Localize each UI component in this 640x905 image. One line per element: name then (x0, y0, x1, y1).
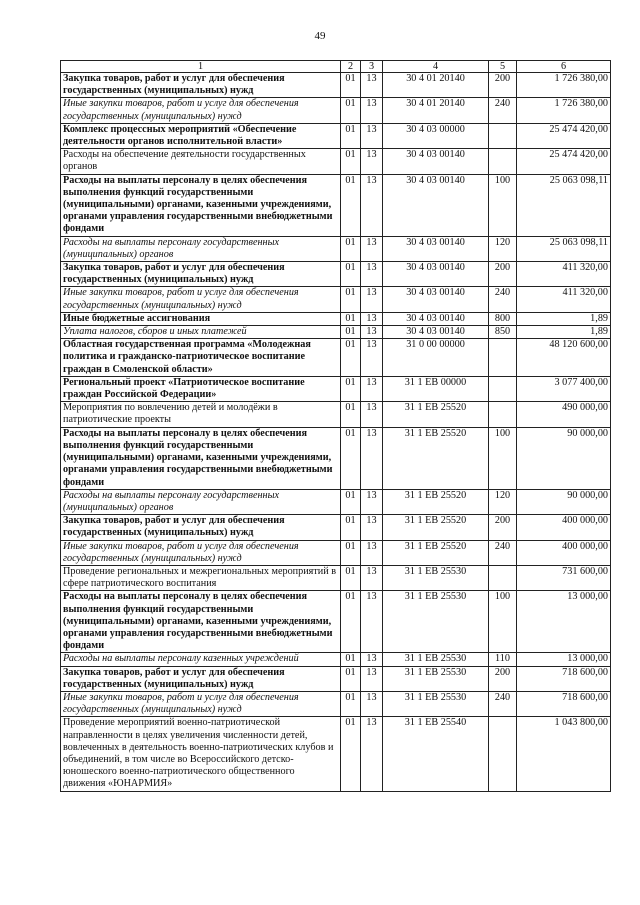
cell-expense-type (489, 376, 517, 401)
cell-name: Иные закупки товаров, работ и услуг для обеспечения государственных (муниципальных) нужд (61, 287, 341, 312)
cell-expense-type: 110 (489, 653, 517, 666)
cell-amount: 90 000,00 (517, 489, 611, 514)
cell-section: 01 (341, 427, 361, 489)
cell-expense-type: 200 (489, 73, 517, 98)
cell-subsection: 13 (361, 262, 383, 287)
cell-amount: 411 320,00 (517, 287, 611, 312)
cell-subsection: 13 (361, 565, 383, 590)
cell-name: Уплата налогов, сборов и иных платежей (61, 326, 341, 339)
cell-expense-type: 800 (489, 312, 517, 325)
cell-subsection: 13 (361, 666, 383, 691)
cell-expense-type: 100 (489, 174, 517, 236)
cell-expense-type (489, 717, 517, 791)
table-row (61, 98, 611, 123)
cell-target-article: 31 1 EB 25530 (383, 691, 489, 716)
table-row (61, 149, 611, 174)
cell-target-article: 30 4 03 00000 (383, 123, 489, 148)
cell-name: Закупка товаров, работ и услуг для обеспечения государственных (муниципальных) нужд (61, 666, 341, 691)
cell-section: 01 (341, 515, 361, 540)
table-row (61, 402, 611, 427)
cell-name: Расходы на выплаты персоналу государственных (муниципальных) органов (61, 236, 341, 261)
cell-amount: 25 474 420,00 (517, 149, 611, 174)
cell-name: Иные закупки товаров, работ и услуг для обеспечения государственных (муниципальных) нужд (61, 691, 341, 716)
table-row (61, 312, 611, 325)
cell-amount: 490 000,00 (517, 402, 611, 427)
cell-expense-type (489, 149, 517, 174)
cell-section: 01 (341, 73, 361, 98)
cell-section: 01 (341, 565, 361, 590)
cell-name: Расходы на выплаты персоналу казенных учреждений (61, 653, 341, 666)
cell-section: 01 (341, 339, 361, 377)
cell-amount: 718 600,00 (517, 666, 611, 691)
cell-amount: 90 000,00 (517, 427, 611, 489)
table-row (61, 717, 611, 791)
cell-section: 01 (341, 691, 361, 716)
cell-amount: 1 726 380,00 (517, 73, 611, 98)
cell-amount: 718 600,00 (517, 691, 611, 716)
cell-amount: 13 000,00 (517, 653, 611, 666)
cell-section: 01 (341, 653, 361, 666)
table-row (61, 174, 611, 236)
cell-target-article: 30 4 03 00140 (383, 149, 489, 174)
cell-section: 01 (341, 287, 361, 312)
cell-target-article: 30 4 03 00140 (383, 174, 489, 236)
cell-section: 01 (341, 262, 361, 287)
table-row (61, 427, 611, 489)
cell-subsection: 13 (361, 123, 383, 148)
cell-amount: 3 077 400,00 (517, 376, 611, 401)
cell-name: Расходы на обеспечение деятельности государственных органов (61, 149, 341, 174)
cell-name: Проведение мероприятий военно-патриотической направленности в целях увеличения численности детей, вовлеченных в деятельность военно-патриотических клубов и объединений, в том числе во Всероссийского детско-юношеского военно-патриотического общественного движения «ЮНАРМИЯ» (61, 717, 341, 791)
cell-name: Расходы на выплаты персоналу государственных (муниципальных) органов (61, 489, 341, 514)
budget-table (60, 60, 611, 792)
cell-amount: 1,89 (517, 326, 611, 339)
cell-expense-type (489, 339, 517, 377)
cell-target-article: 30 4 03 00140 (383, 287, 489, 312)
cell-name: Иные закупки товаров, работ и услуг для обеспечения государственных (муниципальных) нужд (61, 98, 341, 123)
cell-name: Закупка товаров, работ и услуг для обеспечения государственных (муниципальных) нужд (61, 262, 341, 287)
cell-subsection: 13 (361, 73, 383, 98)
cell-amount: 48 120 600,00 (517, 339, 611, 377)
table-row (61, 262, 611, 287)
header-col-1: 1 (61, 61, 341, 73)
cell-subsection: 13 (361, 98, 383, 123)
cell-section: 01 (341, 402, 361, 427)
cell-target-article: 30 4 03 00140 (383, 312, 489, 325)
cell-amount: 25 474 420,00 (517, 123, 611, 148)
cell-expense-type: 100 (489, 427, 517, 489)
table-row (61, 666, 611, 691)
cell-section: 01 (341, 376, 361, 401)
cell-name: Комплекс процессных мероприятий «Обеспечение деятельности органов исполнительной власти» (61, 123, 341, 148)
cell-expense-type: 100 (489, 591, 517, 653)
cell-expense-type (489, 123, 517, 148)
cell-subsection: 13 (361, 312, 383, 325)
table-row (61, 339, 611, 377)
cell-amount: 1 043 800,00 (517, 717, 611, 791)
cell-expense-type (489, 402, 517, 427)
cell-target-article: 30 4 03 00140 (383, 262, 489, 287)
cell-amount: 400 000,00 (517, 515, 611, 540)
cell-section: 01 (341, 326, 361, 339)
cell-amount: 13 000,00 (517, 591, 611, 653)
cell-name: Расходы на выплаты персоналу в целях обеспечения выполнения функций государственными (муниципальными) органами, казенными учреждениями, органами управления государственными внебюджетными фондами (61, 427, 341, 489)
cell-section: 01 (341, 312, 361, 325)
cell-name: Проведение региональных и межрегиональных мероприятий в сфере патриотического воспитания (61, 565, 341, 590)
cell-subsection: 13 (361, 236, 383, 261)
cell-expense-type: 240 (489, 287, 517, 312)
cell-name: Иные бюджетные ассигнования (61, 312, 341, 325)
cell-amount: 25 063 098,11 (517, 236, 611, 261)
cell-subsection: 13 (361, 515, 383, 540)
cell-name: Расходы на выплаты персоналу в целях обеспечения выполнения функций государственными (муниципальными) органами, казенными учреждениями, органами управления государственными внебюджетными фондами (61, 591, 341, 653)
cell-subsection: 13 (361, 489, 383, 514)
cell-subsection: 13 (361, 540, 383, 565)
cell-amount: 1,89 (517, 312, 611, 325)
cell-expense-type (489, 565, 517, 590)
cell-subsection: 13 (361, 402, 383, 427)
cell-section: 01 (341, 591, 361, 653)
header-col-6: 6 (517, 61, 611, 73)
cell-target-article: 31 0 00 00000 (383, 339, 489, 377)
cell-name: Региональный проект «Патриотическое воспитание граждан Российской Федерации» (61, 376, 341, 401)
cell-subsection: 13 (361, 691, 383, 716)
cell-expense-type: 120 (489, 236, 517, 261)
header-col-4: 4 (383, 61, 489, 73)
table-row (61, 73, 611, 98)
cell-expense-type: 200 (489, 666, 517, 691)
table-row (61, 376, 611, 401)
cell-amount: 25 063 098,11 (517, 174, 611, 236)
cell-subsection: 13 (361, 326, 383, 339)
cell-section: 01 (341, 174, 361, 236)
table-row (61, 653, 611, 666)
cell-target-article: 31 1 EB 25530 (383, 591, 489, 653)
cell-expense-type: 240 (489, 691, 517, 716)
cell-subsection: 13 (361, 174, 383, 236)
cell-target-article: 31 1 EB 25520 (383, 427, 489, 489)
cell-expense-type: 850 (489, 326, 517, 339)
cell-target-article: 31 1 EB 25520 (383, 489, 489, 514)
cell-name: Мероприятия по вовлечению детей и молодёжи в патриотические проекты (61, 402, 341, 427)
cell-name: Закупка товаров, работ и услуг для обеспечения государственных (муниципальных) нужд (61, 73, 341, 98)
cell-section: 01 (341, 540, 361, 565)
cell-amount: 400 000,00 (517, 540, 611, 565)
cell-subsection: 13 (361, 591, 383, 653)
table-header-row (61, 61, 611, 73)
header-col-5: 5 (489, 61, 517, 73)
cell-expense-type: 200 (489, 515, 517, 540)
cell-section: 01 (341, 149, 361, 174)
cell-target-article: 31 1 EB 25520 (383, 515, 489, 540)
cell-name: Закупка товаров, работ и услуг для обеспечения государственных (муниципальных) нужд (61, 515, 341, 540)
cell-expense-type: 240 (489, 98, 517, 123)
cell-target-article: 31 1 EB 25520 (383, 402, 489, 427)
cell-subsection: 13 (361, 149, 383, 174)
cell-target-article: 30 4 01 20140 (383, 73, 489, 98)
cell-subsection: 13 (361, 653, 383, 666)
table-row (61, 489, 611, 514)
cell-target-article: 31 1 EB 25530 (383, 666, 489, 691)
cell-section: 01 (341, 489, 361, 514)
cell-target-article: 31 1 EB 25520 (383, 540, 489, 565)
table-body (61, 73, 611, 792)
cell-target-article: 31 1 EB 00000 (383, 376, 489, 401)
cell-expense-type: 200 (489, 262, 517, 287)
table-row (61, 123, 611, 148)
cell-section: 01 (341, 236, 361, 261)
table-row (61, 540, 611, 565)
cell-section: 01 (341, 666, 361, 691)
cell-target-article: 30 4 03 00140 (383, 236, 489, 261)
cell-subsection: 13 (361, 376, 383, 401)
cell-amount: 411 320,00 (517, 262, 611, 287)
cell-subsection: 13 (361, 717, 383, 791)
cell-target-article: 31 1 EB 25540 (383, 717, 489, 791)
table-row (61, 287, 611, 312)
cell-name: Областная государственная программа «Молодежная политика и гражданско-патриотическое воспитание граждан в Смоленской области» (61, 339, 341, 377)
cell-subsection: 13 (361, 339, 383, 377)
cell-target-article: 30 4 03 00140 (383, 326, 489, 339)
table-row (61, 236, 611, 261)
cell-target-article: 31 1 EB 25530 (383, 565, 489, 590)
table-row (61, 691, 611, 716)
cell-amount: 731 600,00 (517, 565, 611, 590)
cell-target-article: 31 1 EB 25530 (383, 653, 489, 666)
cell-target-article: 30 4 01 20140 (383, 98, 489, 123)
cell-section: 01 (341, 123, 361, 148)
cell-amount: 1 726 380,00 (517, 98, 611, 123)
header-col-3: 3 (361, 61, 383, 73)
cell-expense-type: 240 (489, 540, 517, 565)
page-number: 49 (314, 30, 326, 42)
cell-name: Расходы на выплаты персоналу в целях обеспечения выполнения функций государственными (муниципальными) органами, казенными учреждениями, органами управления государственными внебюджетными фондами (61, 174, 341, 236)
table-row (61, 565, 611, 590)
table-row (61, 326, 611, 339)
cell-section: 01 (341, 717, 361, 791)
header-col-2: 2 (341, 61, 361, 73)
cell-name: Иные закупки товаров, работ и услуг для обеспечения государственных (муниципальных) нужд (61, 540, 341, 565)
cell-expense-type: 120 (489, 489, 517, 514)
cell-subsection: 13 (361, 287, 383, 312)
cell-subsection: 13 (361, 427, 383, 489)
cell-section: 01 (341, 98, 361, 123)
table-row (61, 515, 611, 540)
table-row (61, 591, 611, 653)
